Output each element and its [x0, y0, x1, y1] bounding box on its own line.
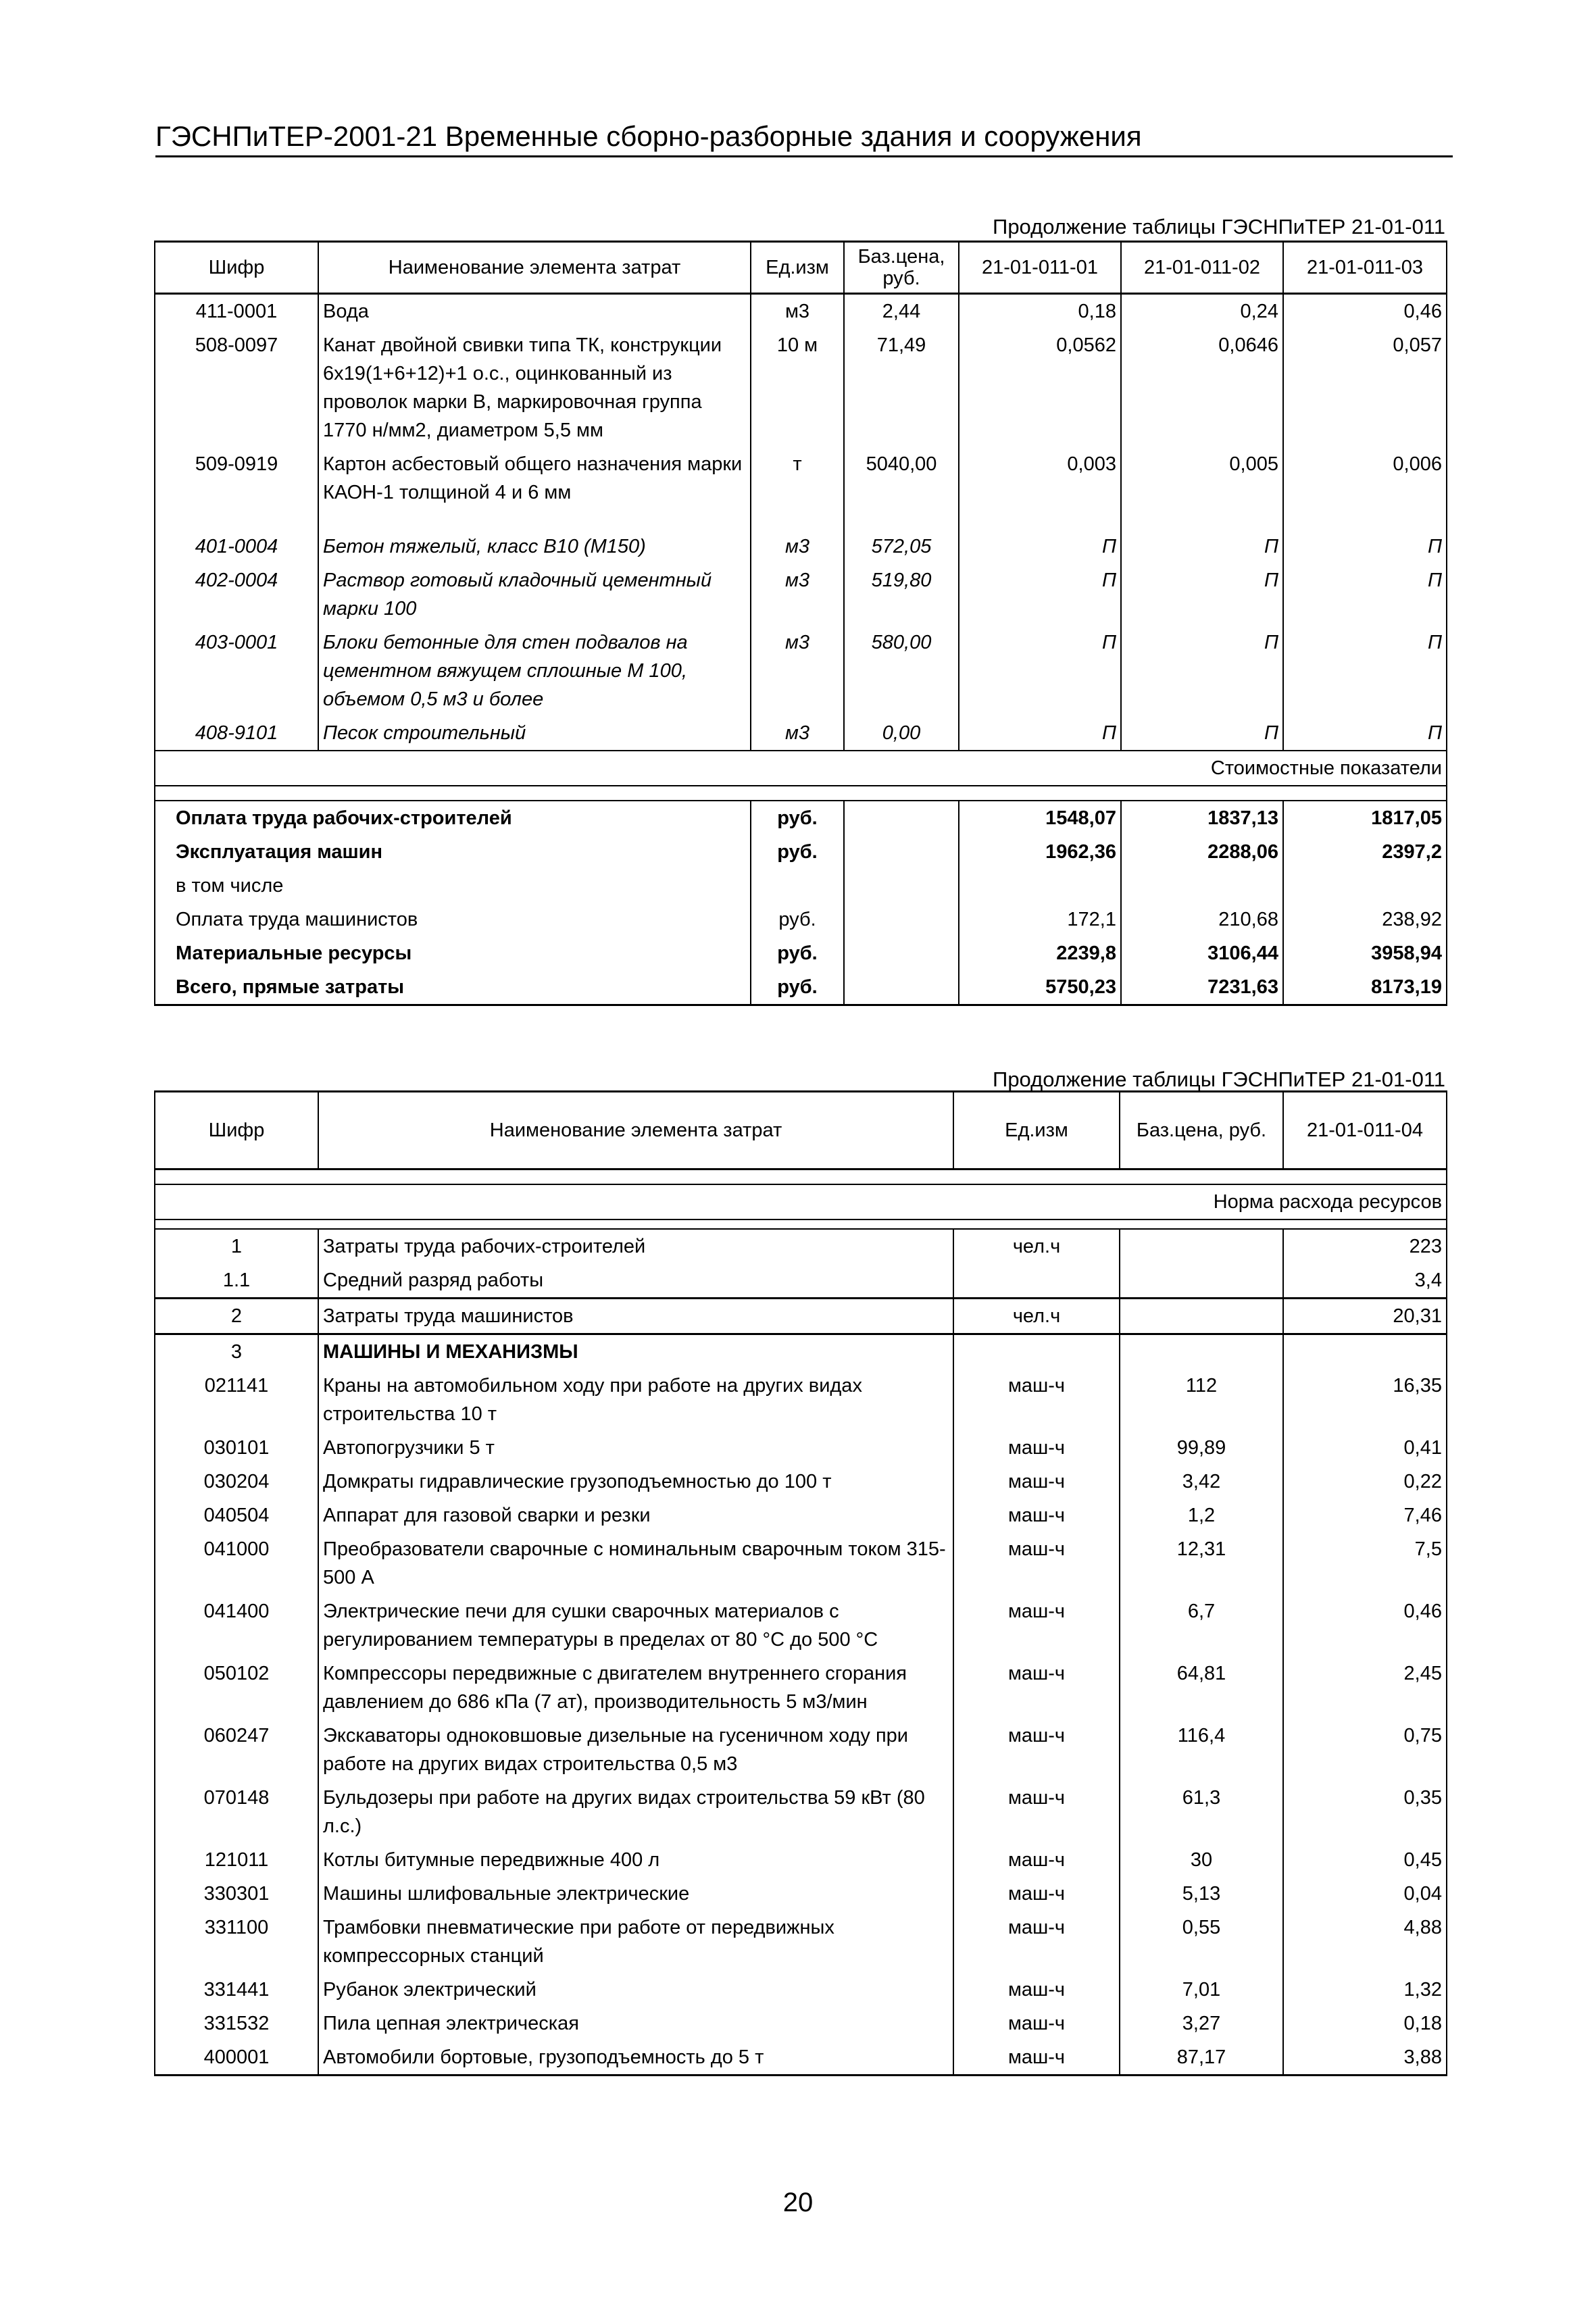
- value-cell: П: [1283, 716, 1447, 751]
- price-cell: 99,89: [1120, 1431, 1283, 1465]
- price-cell: 572,05: [844, 530, 959, 563]
- table-row: [155, 1911, 1447, 1973]
- table-row: [155, 328, 1447, 447]
- value-cell: 0,0562: [959, 328, 1121, 447]
- name-cell: Канат двойной свивки типа ТК, конструкции 6x19(1+6+12)+1 о.с., оцинкованный из проволок марки В, маркировочная группа 1770 н/мм2, диаметром 5,5 мм: [318, 328, 751, 447]
- table-row: [155, 530, 1447, 563]
- price-cell: [844, 903, 959, 936]
- code-cell: 330301: [155, 1877, 318, 1911]
- unit-cell: маш-ч: [953, 1431, 1120, 1465]
- price-cell: 30: [1120, 1843, 1283, 1877]
- price-cell: 0,00: [844, 716, 959, 751]
- cost-row: [155, 801, 1447, 835]
- table-row: [155, 1532, 1447, 1594]
- table1: [154, 241, 1447, 1006]
- code-cell: 331100: [155, 1911, 318, 1973]
- code-cell: 509-0919: [155, 447, 318, 509]
- value-cell: П: [1121, 716, 1283, 751]
- unit-cell: руб.: [751, 835, 844, 869]
- name-cell: Преобразователи сварочные с номинальным сварочным током 315-500 А: [318, 1532, 953, 1594]
- price-cell: [1120, 1229, 1283, 1263]
- value-cell: 0,24: [1121, 294, 1283, 329]
- unit-cell: [751, 869, 844, 903]
- value-cell: 2288,06: [1121, 835, 1283, 869]
- value-cell: П: [1121, 626, 1283, 716]
- value-cell: П: [1121, 530, 1283, 563]
- value-cell: [959, 869, 1121, 903]
- name-cell: Вода: [318, 294, 751, 329]
- code-cell: 331532: [155, 2007, 318, 2040]
- table1-caption: Продолжение таблицы ГЭСНПиТЕР 21-01-011: [993, 215, 1445, 238]
- name-cell: Компрессоры передвижные с двигателем внутреннего сгорания давлением до 686 кПа (7 ат), производительность 5 м3/мин: [318, 1657, 953, 1719]
- section-label: Стоимостные показатели: [155, 751, 1447, 786]
- name-cell: Рубанок электрический: [318, 1973, 953, 2007]
- price-cell: 3,42: [1120, 1465, 1283, 1499]
- code-cell: 030204: [155, 1465, 318, 1499]
- code-cell: 3: [155, 1334, 318, 1369]
- value-cell: 16,35: [1283, 1369, 1447, 1431]
- table2-caption: Продолжение таблицы ГЭСНПиТЕР 21-01-011: [993, 1067, 1445, 1091]
- unit-cell: руб.: [751, 936, 844, 970]
- value-cell: 1962,36: [959, 835, 1121, 869]
- unit-cell: м3: [751, 716, 844, 751]
- table-row: [155, 1431, 1447, 1465]
- value-cell: 0,0646: [1121, 328, 1283, 447]
- column-header: Шифр: [155, 1092, 318, 1169]
- name-cell: Машины шлифовальные электрические: [318, 1877, 953, 1911]
- table-row: [155, 1465, 1447, 1499]
- price-cell: 1,2: [1120, 1499, 1283, 1532]
- table-row: [155, 563, 1447, 626]
- column-header: 21-01-011-04: [1283, 1092, 1447, 1169]
- value-cell: П: [959, 563, 1121, 626]
- unit-cell: маш-ч: [953, 1719, 1120, 1781]
- table-row: [155, 716, 1447, 751]
- value-cell: 3,4: [1283, 1263, 1447, 1299]
- table-row: [155, 1781, 1447, 1843]
- table-row: [155, 1499, 1447, 1532]
- price-cell: 6,7: [1120, 1594, 1283, 1657]
- code-cell: 402-0004: [155, 563, 318, 626]
- unit-cell: руб.: [751, 801, 844, 835]
- name-cell: Средний разряд работы: [318, 1263, 953, 1299]
- unit-cell: маш-ч: [953, 1465, 1120, 1499]
- price-cell: [1120, 1263, 1283, 1299]
- price-cell: 61,3: [1120, 1781, 1283, 1843]
- cost-row: [155, 903, 1447, 936]
- price-cell: 87,17: [1120, 2040, 1283, 2076]
- name-cell: Краны на автомобильном ходу при работе на других видах строительства 10 т: [318, 1369, 953, 1431]
- name-cell: Пила цепная электрическая: [318, 2007, 953, 2040]
- table-row: [155, 1719, 1447, 1781]
- unit-cell: маш-ч: [953, 2040, 1120, 2076]
- value-cell: П: [959, 530, 1121, 563]
- unit-cell: м3: [751, 563, 844, 626]
- name-cell: Автопогрузчики 5 т: [318, 1431, 953, 1465]
- code-cell: 040504: [155, 1499, 318, 1532]
- value-cell: [1121, 869, 1283, 903]
- unit-cell: чел.ч: [953, 1299, 1120, 1334]
- unit-cell: маш-ч: [953, 1532, 1120, 1594]
- price-cell: 0,55: [1120, 1911, 1283, 1973]
- value-cell: 0,46: [1283, 1594, 1447, 1657]
- value-cell: П: [1283, 530, 1447, 563]
- code-cell: 400001: [155, 2040, 318, 2076]
- code-cell: 2: [155, 1299, 318, 1334]
- price-cell: 580,00: [844, 626, 959, 716]
- unit-cell: маш-ч: [953, 1781, 1120, 1843]
- cost-row: [155, 970, 1447, 1005]
- cost-name-cell: Оплата труда машинистов: [155, 903, 751, 936]
- name-cell: Трамбовки пневматические при работе от передвижных компрессорных станций: [318, 1911, 953, 1973]
- unit-cell: маш-ч: [953, 1594, 1120, 1657]
- value-cell: 0,35: [1283, 1781, 1447, 1843]
- section-row: [155, 751, 1447, 786]
- code-cell: 1.1: [155, 1263, 318, 1299]
- code-cell: 411-0001: [155, 294, 318, 329]
- value-cell: 0,22: [1283, 1465, 1447, 1499]
- unit-cell: маш-ч: [953, 1973, 1120, 2007]
- price-cell: 116,4: [1120, 1719, 1283, 1781]
- value-cell: 238,92: [1283, 903, 1447, 936]
- name-cell: Экскаваторы одноковшовые дизельные на гусеничном ходу при работе на других видах строительства 0,5 м3: [318, 1719, 953, 1781]
- code-cell: 508-0097: [155, 328, 318, 447]
- name-cell: Бульдозеры при работе на других видах строительства 59 кВт (80 л.с.): [318, 1781, 953, 1843]
- value-cell: 0,003: [959, 447, 1121, 509]
- value-cell: 0,18: [959, 294, 1121, 329]
- value-cell: 0,41: [1283, 1431, 1447, 1465]
- name-cell: Песок строительный: [318, 716, 751, 751]
- unit-cell: руб.: [751, 903, 844, 936]
- table-row: [155, 1299, 1447, 1334]
- cost-row: [155, 869, 1447, 903]
- value-cell: 1,32: [1283, 1973, 1447, 2007]
- code-cell: 050102: [155, 1657, 318, 1719]
- price-cell: 519,80: [844, 563, 959, 626]
- price-cell: [844, 936, 959, 970]
- name-cell: МАШИНЫ И МЕХАНИЗМЫ: [318, 1334, 953, 1369]
- section-label: Норма расхода ресурсов: [155, 1184, 1447, 1219]
- price-cell: 5,13: [1120, 1877, 1283, 1911]
- code-cell: 401-0004: [155, 530, 318, 563]
- unit-cell: 10 м: [751, 328, 844, 447]
- table-header-row: [155, 1092, 1447, 1169]
- name-cell: Электрические печи для сушки сварочных материалов с регулированием температуры в пределах от 80 °С до 500 °С: [318, 1594, 953, 1657]
- price-cell: 12,31: [1120, 1532, 1283, 1594]
- unit-cell: руб.: [751, 970, 844, 1005]
- unit-cell: т: [751, 447, 844, 509]
- price-cell: 5040,00: [844, 447, 959, 509]
- price-cell: 2,44: [844, 294, 959, 329]
- unit-cell: маш-ч: [953, 1657, 1120, 1719]
- code-cell: 041000: [155, 1532, 318, 1594]
- unit-cell: м3: [751, 530, 844, 563]
- cost-name-cell: Эксплуатация машин: [155, 835, 751, 869]
- unit-cell: маш-ч: [953, 1499, 1120, 1532]
- unit-cell: маш-ч: [953, 1369, 1120, 1431]
- value-cell: 2397,2: [1283, 835, 1447, 869]
- unit-cell: м3: [751, 626, 844, 716]
- value-cell: 1837,13: [1121, 801, 1283, 835]
- code-cell: 1: [155, 1229, 318, 1263]
- value-cell: 210,68: [1121, 903, 1283, 936]
- table-row: [155, 1657, 1447, 1719]
- table-row: [155, 626, 1447, 716]
- column-header: 21-01-011-03: [1283, 242, 1447, 294]
- column-header: Баз.цена, руб.: [844, 242, 959, 294]
- unit-cell: маш-ч: [953, 1911, 1120, 1973]
- price-cell: 7,01: [1120, 1973, 1283, 2007]
- value-cell: 3,88: [1283, 2040, 1447, 2076]
- unit-cell: [953, 1334, 1120, 1369]
- name-cell: Затраты труда машинистов: [318, 1299, 953, 1334]
- name-cell: Аппарат для газовой сварки и резки: [318, 1499, 953, 1532]
- value-cell: 4,88: [1283, 1911, 1447, 1973]
- column-header: 21-01-011-02: [1121, 242, 1283, 294]
- value-cell: 3106,44: [1121, 936, 1283, 970]
- unit-cell: маш-ч: [953, 2007, 1120, 2040]
- price-cell: [844, 869, 959, 903]
- price-cell: 112: [1120, 1369, 1283, 1431]
- unit-cell: [953, 1263, 1120, 1299]
- value-cell: 0,005: [1121, 447, 1283, 509]
- name-cell: Домкраты гидравлические грузоподъемностью до 100 т: [318, 1465, 953, 1499]
- table-row: [155, 1843, 1447, 1877]
- column-header: Ед.изм: [953, 1092, 1120, 1169]
- value-cell: 3958,94: [1283, 936, 1447, 970]
- table-row: [155, 1263, 1447, 1299]
- page-number: 20: [782, 2188, 814, 2217]
- code-cell: 041400: [155, 1594, 318, 1657]
- name-cell: Автомобили бортовые, грузоподъемность до 5 т: [318, 2040, 953, 2076]
- column-header: 21-01-011-01: [959, 242, 1121, 294]
- column-header: Наименование элемента затрат: [318, 1092, 953, 1169]
- name-cell: Затраты труда рабочих-строителей: [318, 1229, 953, 1263]
- value-cell: 0,057: [1283, 328, 1447, 447]
- column-header: Ед.изм: [751, 242, 844, 294]
- value-cell: 0,04: [1283, 1877, 1447, 1911]
- value-cell: 2239,8: [959, 936, 1121, 970]
- value-cell: 7231,63: [1121, 970, 1283, 1005]
- value-cell: 8173,19: [1283, 970, 1447, 1005]
- code-cell: 403-0001: [155, 626, 318, 716]
- cost-name-cell: Оплата труда рабочих-строителей: [155, 801, 751, 835]
- table-row: [155, 1594, 1447, 1657]
- value-cell: [1283, 869, 1447, 903]
- price-cell: 71,49: [844, 328, 959, 447]
- price-cell: [1120, 1299, 1283, 1334]
- code-cell: 021141: [155, 1369, 318, 1431]
- code-cell: 408-9101: [155, 716, 318, 751]
- value-cell: 0,45: [1283, 1843, 1447, 1877]
- column-header: Шифр: [155, 242, 318, 294]
- column-header: Баз.цена, руб.: [1120, 1092, 1283, 1169]
- value-cell: П: [1121, 563, 1283, 626]
- table-row: [155, 1229, 1447, 1263]
- value-cell: [1283, 1334, 1447, 1369]
- table-row: [155, 1334, 1447, 1369]
- table-row: [155, 1973, 1447, 2007]
- value-cell: 0,006: [1283, 447, 1447, 509]
- table-row: [155, 2040, 1447, 2076]
- cost-row: [155, 835, 1447, 869]
- code-cell: 121011: [155, 1843, 318, 1877]
- value-cell: П: [1283, 563, 1447, 626]
- value-cell: 1548,07: [959, 801, 1121, 835]
- name-cell: Раствор готовый кладочный цементный марки 100: [318, 563, 751, 626]
- name-cell: Блоки бетонные для стен подвалов на цементном вяжущем сплошные М 100, объемом 0,5 м3 и более: [318, 626, 751, 716]
- value-cell: 1817,05: [1283, 801, 1447, 835]
- value-cell: 7,46: [1283, 1499, 1447, 1532]
- table-row: [155, 1369, 1447, 1431]
- section-row: [155, 1184, 1447, 1219]
- value-cell: 0,75: [1283, 1719, 1447, 1781]
- table2: [154, 1090, 1447, 2076]
- code-cell: 331441: [155, 1973, 318, 2007]
- price-cell: 3,27: [1120, 2007, 1283, 2040]
- value-cell: П: [1283, 626, 1447, 716]
- code-cell: 030101: [155, 1431, 318, 1465]
- cost-row: [155, 936, 1447, 970]
- price-cell: [844, 970, 959, 1005]
- price-cell: [844, 835, 959, 869]
- unit-cell: маш-ч: [953, 1877, 1120, 1911]
- page-header: ГЭСНПиТЕР-2001-21 Временные сборно-разборные здания и сооружения: [155, 120, 1453, 157]
- name-cell: Бетон тяжелый, класс В10 (М150): [318, 530, 751, 563]
- unit-cell: маш-ч: [953, 1843, 1120, 1877]
- price-cell: [1120, 1334, 1283, 1369]
- column-header: Наименование элемента затрат: [318, 242, 751, 294]
- value-cell: 172,1: [959, 903, 1121, 936]
- value-cell: П: [959, 716, 1121, 751]
- value-cell: 223: [1283, 1229, 1447, 1263]
- value-cell: 0,46: [1283, 294, 1447, 329]
- value-cell: 2,45: [1283, 1657, 1447, 1719]
- cost-name-cell: Всего, прямые затраты: [155, 970, 751, 1005]
- table-header-row: [155, 242, 1447, 294]
- value-cell: 5750,23: [959, 970, 1121, 1005]
- unit-cell: м3: [751, 294, 844, 329]
- value-cell: 0,18: [1283, 2007, 1447, 2040]
- price-cell: 64,81: [1120, 1657, 1283, 1719]
- name-cell: Картон асбестовый общего назначения марки КАОН-1 толщиной 4 и 6 мм: [318, 447, 751, 509]
- value-cell: 20,31: [1283, 1299, 1447, 1334]
- table-row: [155, 294, 1447, 329]
- value-cell: 7,5: [1283, 1532, 1447, 1594]
- price-cell: [844, 801, 959, 835]
- code-cell: 070148: [155, 1781, 318, 1843]
- name-cell: Котлы битумные передвижные 400 л: [318, 1843, 953, 1877]
- unit-cell: чел.ч: [953, 1229, 1120, 1263]
- table-row: [155, 2007, 1447, 2040]
- table-row: [155, 447, 1447, 509]
- cost-name-cell: Материальные ресурсы: [155, 936, 751, 970]
- code-cell: 060247: [155, 1719, 318, 1781]
- value-cell: П: [959, 626, 1121, 716]
- cost-name-cell: в том числе: [155, 869, 751, 903]
- table-row: [155, 1877, 1447, 1911]
